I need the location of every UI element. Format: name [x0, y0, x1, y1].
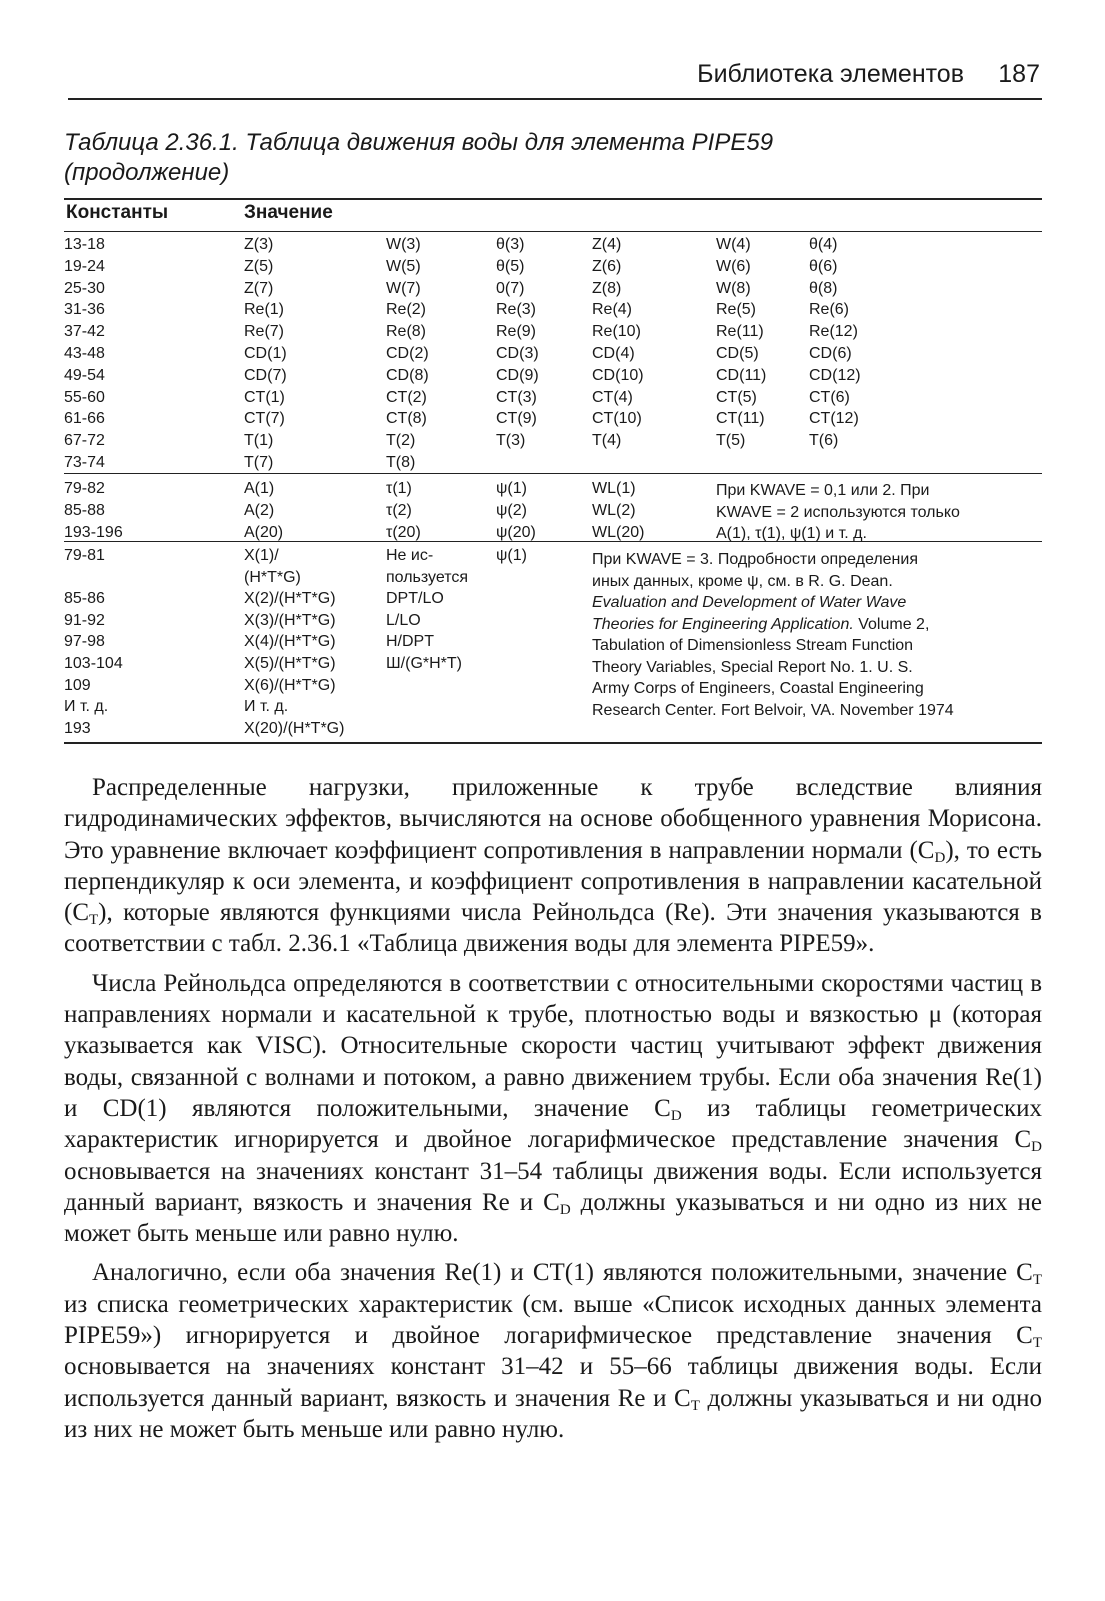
- table-cell: Z(6): [592, 257, 622, 275]
- table-cell: (H*T*G): [244, 568, 301, 586]
- table-cell: L/LO: [386, 611, 421, 629]
- running-header: [68, 58, 1042, 100]
- table-cell: T(3): [496, 432, 526, 450]
- table-caption: [64, 128, 964, 188]
- table-cell: W(3): [386, 236, 421, 253]
- table-cell: τ(1): [386, 480, 412, 497]
- body-text: [64, 772, 1042, 1453]
- table-cell: Z(7): [244, 279, 274, 297]
- table-cell: A(2): [244, 501, 275, 519]
- table-cell: Ш/(G*H*T): [386, 655, 462, 672]
- table-cell: T(1): [244, 432, 274, 450]
- table-cell: Z(8): [592, 279, 622, 297]
- subscript: D: [934, 849, 946, 866]
- note-text: При KWAVE = 3. Подробности определения: [592, 551, 918, 568]
- note-text: Tabulation of Dimensionless Stream Function: [592, 637, 914, 654]
- table-cell: X(6)/(H*T*G): [244, 676, 336, 694]
- note-line: При KWAVE = 0,1 или 2. При: [716, 482, 930, 499]
- table-cell: 79-81: [64, 547, 105, 564]
- table-cell: A(1): [244, 480, 275, 497]
- note-text: Army Corps of Engineers, Coastal Engineering: [592, 680, 924, 697]
- table-cell: 13-18: [64, 236, 105, 253]
- table-cell: X(5)/(H*T*G): [244, 655, 336, 672]
- table-cell: 49-54: [64, 366, 105, 384]
- table-cell: CT(10): [592, 410, 642, 428]
- table-cell: WL(2): [592, 501, 636, 519]
- table-cell: CT(3): [496, 388, 537, 406]
- note-line: [592, 549, 1037, 571]
- note-line: [592, 592, 1037, 614]
- table-cell: X(1)/: [244, 547, 279, 564]
- table-cell: И т. д.: [244, 698, 289, 716]
- table-cell: пользуется: [386, 568, 469, 586]
- note-line: [592, 700, 1037, 722]
- text-run: из таблицы геометрических характеристик игнорируется и двойное логарифмическое представление значения C: [64, 1094, 1042, 1154]
- table-cell: CD(9): [496, 366, 539, 384]
- table-cell: CT(12): [809, 410, 859, 428]
- table-cell: θ(5): [496, 257, 525, 275]
- note-text: Evaluation and Development of Water Wave: [592, 594, 907, 611]
- table-cell: CT(6): [809, 388, 850, 406]
- subscript: D: [559, 1201, 571, 1218]
- table-cell: 109: [64, 676, 91, 694]
- subscript: D: [1031, 1139, 1042, 1156]
- note-line: A(1), τ(1), ψ(1) и т. д.: [716, 525, 867, 542]
- subscript: T: [1032, 1335, 1042, 1352]
- table-cell: WL(1): [592, 480, 636, 497]
- table-cell: CT(5): [716, 388, 757, 406]
- table-cell: T(2): [386, 432, 416, 450]
- table-cell: T(4): [592, 432, 622, 450]
- table-cell: 91-92: [64, 611, 105, 629]
- table-cell: 193-196: [64, 523, 123, 541]
- note-text: Theory Variables, Special Report No. 1. U. S.: [592, 658, 913, 676]
- table-cell: W(4): [716, 236, 751, 253]
- table-cell: θ(8): [809, 279, 838, 297]
- column-header-constants: Константы: [66, 202, 169, 223]
- text-run: Распределенные нагрузки, приложенные к трубе вследствие влияния гидродинамических эффектов, вычисляются на основе обобщенного уравнения Морисона. Это уравнение включает коэффициент сопротивления в направлении нормали (C: [64, 774, 1042, 864]
- text-run: Числа Рейнольдса определяются в соответствии с относительными скоростями частиц в направлениях нормали и касательной к трубе, плотностью воды и вязкостью μ (которая указывается как VISC). Относительные скорости частиц учитывают эффект движения воды, связанной с волнами и потоком, а равно движением трубы. Если оба значения Re(1) и CD(1) являются положительными, значение C: [64, 969, 1042, 1122]
- subscript: T: [690, 1397, 700, 1414]
- table-rule: [64, 473, 1042, 474]
- table-cell: Z(4): [592, 236, 622, 253]
- table-cell: Re(5): [716, 301, 757, 319]
- column-header-value: Значение: [244, 202, 333, 223]
- table-cell: T(6): [809, 432, 839, 450]
- note-line: [592, 571, 1037, 593]
- table-cell: Z(3): [244, 236, 274, 253]
- table-rule: [64, 742, 1042, 744]
- table-cell: Re(12): [809, 323, 858, 341]
- table-cell: 55-60: [64, 388, 105, 406]
- table-cell: ψ(1): [496, 547, 527, 564]
- table-cell: 31-36: [64, 301, 105, 319]
- table-cell: WL(20): [592, 523, 645, 541]
- table-rule: [64, 231, 1042, 232]
- table-cell: θ(4): [809, 236, 838, 253]
- table-cell: Re(11): [716, 323, 764, 341]
- table-caption-line: Таблица 2.36.1. Таблица движения воды для элемента PIPE59: [64, 129, 774, 156]
- table-cell: ψ(2): [496, 501, 527, 519]
- table-cell: W(5): [386, 257, 421, 275]
- table-cell: θ(3): [496, 236, 525, 253]
- note-text: иных данных, кроме ψ, см. в R. G. Dean.: [592, 572, 893, 590]
- table-cell: 97-98: [64, 633, 105, 651]
- group3-note: [592, 549, 1037, 721]
- table-cell: A(20): [244, 523, 284, 541]
- note-text: Volume 2,: [858, 615, 930, 633]
- table-cell: 61-66: [64, 410, 105, 428]
- table-cell: CT(8): [386, 410, 427, 428]
- table-cell: 79-82: [64, 480, 105, 497]
- table-cell: CD(8): [386, 366, 429, 384]
- table-cell: CD(11): [716, 366, 767, 384]
- table-cell: ψ(1): [496, 480, 527, 497]
- table-cell: 37-42: [64, 323, 105, 341]
- paragraph: [64, 1257, 1042, 1445]
- table-cell: Re(1): [244, 301, 285, 319]
- table-cell: 103-104: [64, 655, 123, 672]
- table-cell: CD(4): [592, 345, 635, 362]
- table-cell: CT(11): [716, 410, 765, 428]
- table-cell: CT(7): [244, 410, 285, 428]
- table-cell: CD(10): [592, 366, 644, 384]
- subscript: T: [1032, 1272, 1042, 1289]
- text-run: основывается на значениях констант 31–54 таблицы движения воды. Если используется данный вариант, вязкость и значения Re и C: [64, 1157, 1042, 1216]
- group2-note: [716, 480, 1036, 545]
- table-cell: θ(6): [809, 257, 838, 275]
- table-cell: 43-48: [64, 345, 105, 362]
- text-run: основывается на значениях констант 31–42 и 55–66 таблицы движения воды. Если используется данный вариант, вязкость и значения Re и C: [64, 1353, 1042, 1412]
- table-cell: Re(3): [496, 301, 537, 319]
- table-cell: CT(2): [386, 388, 427, 406]
- table-cell: 0(7): [496, 279, 525, 297]
- table-cell: DPT/LO: [386, 590, 444, 608]
- table-cell: CD(2): [386, 345, 429, 362]
- text-run: должны указываться и ни одно из них не может быть меньше или равно нулю.: [64, 1188, 1042, 1248]
- table-cell: Re(2): [386, 301, 427, 319]
- table-cell: CD(3): [496, 345, 539, 362]
- table-cell: W(7): [386, 279, 421, 297]
- table-cell: X(3)/(H*T*G): [244, 611, 336, 629]
- table-cell: τ(20): [386, 523, 421, 541]
- table-cell: T(8): [386, 454, 416, 471]
- table-cell: 19-24: [64, 257, 105, 275]
- table-cell: 67-72: [64, 432, 105, 450]
- table-cell: 73-74: [64, 454, 105, 471]
- table-cell: ψ(20): [496, 523, 536, 541]
- note-text: Research Center. Fort Belvoir, VA. November 1974: [592, 701, 954, 719]
- table-cell: Не ис-: [386, 547, 434, 564]
- note-text: Theories for Engineering Application.: [592, 615, 854, 633]
- table-cell: Re(8): [386, 323, 427, 341]
- table-cell: CT(9): [496, 410, 537, 428]
- table-cell: И т. д.: [64, 698, 109, 716]
- note-line: [592, 614, 1037, 636]
- table-cell: τ(2): [386, 501, 412, 519]
- table-cell: CT(4): [592, 388, 633, 406]
- text-run: из списка геометрических характеристик (см. выше «Список исходных данных элемента PIPE59») игнорируется и двойное логарифмическое представление значения C: [64, 1290, 1042, 1350]
- page-number: 187: [998, 60, 1040, 88]
- table-cell: T(7): [244, 454, 274, 471]
- paragraph: [64, 772, 1042, 960]
- note-line: [592, 635, 1037, 657]
- note-line: [592, 678, 1037, 700]
- table-cell: X(20)/(H*T*G): [244, 719, 345, 737]
- table-cell: Re(6): [809, 301, 850, 319]
- table-cell: 193: [64, 719, 91, 737]
- note-line: KWAVE = 2 используются только: [716, 503, 960, 521]
- subscript: D: [670, 1107, 682, 1124]
- table-caption-line: (продолжение): [64, 159, 230, 186]
- table-cell: 85-88: [64, 501, 105, 519]
- table-cell: CD(5): [716, 345, 759, 362]
- note-line: [592, 657, 1037, 679]
- table-cell: Re(9): [496, 323, 537, 341]
- table-cell: W(8): [716, 279, 751, 297]
- table-cell: CD(7): [244, 366, 287, 384]
- table-cell: CT(1): [244, 388, 285, 406]
- table-cell: CD(6): [809, 345, 852, 362]
- text-run: Аналогично, если оба значения Re(1) и CT(1) являются положительными, значение C: [92, 1259, 1033, 1287]
- table-cell: X(2)/(H*T*G): [244, 590, 336, 608]
- table-cell: 85-86: [64, 590, 105, 608]
- table-cell: CD(12): [809, 366, 861, 384]
- table-cell: W(6): [716, 257, 751, 275]
- table-cell: H/DPT: [386, 633, 434, 651]
- text-run: ), то есть перпендикуляр к оси элемента, и коэффициент сопротивления в направлении касательной (C: [64, 836, 1043, 927]
- table-cell: Z(5): [244, 257, 274, 275]
- table-cell: Re(10): [592, 323, 641, 341]
- table-cell: X(4)/(H*T*G): [244, 633, 336, 651]
- paragraph: [64, 968, 1042, 1250]
- table-cell: CD(1): [244, 345, 287, 362]
- text-run: ), которые являются функциями числа Рейнольдса (Re). Эти значения указываются в соответствии с табл. 2.36.1 «Таблица движения воды для элемента PIPE59».: [64, 899, 1042, 958]
- table-cell: 25-30: [64, 279, 105, 297]
- table-rule: [64, 198, 1042, 200]
- running-header-title: Библиотека элементов: [697, 60, 964, 88]
- text-run: должны указываться и ни одно из них не может быть меньше или равно нулю.: [64, 1384, 1042, 1443]
- subscript: T: [89, 912, 99, 929]
- table-cell: T(5): [716, 432, 746, 450]
- table-cell: Re(7): [244, 323, 285, 341]
- table-cell: Re(4): [592, 301, 633, 319]
